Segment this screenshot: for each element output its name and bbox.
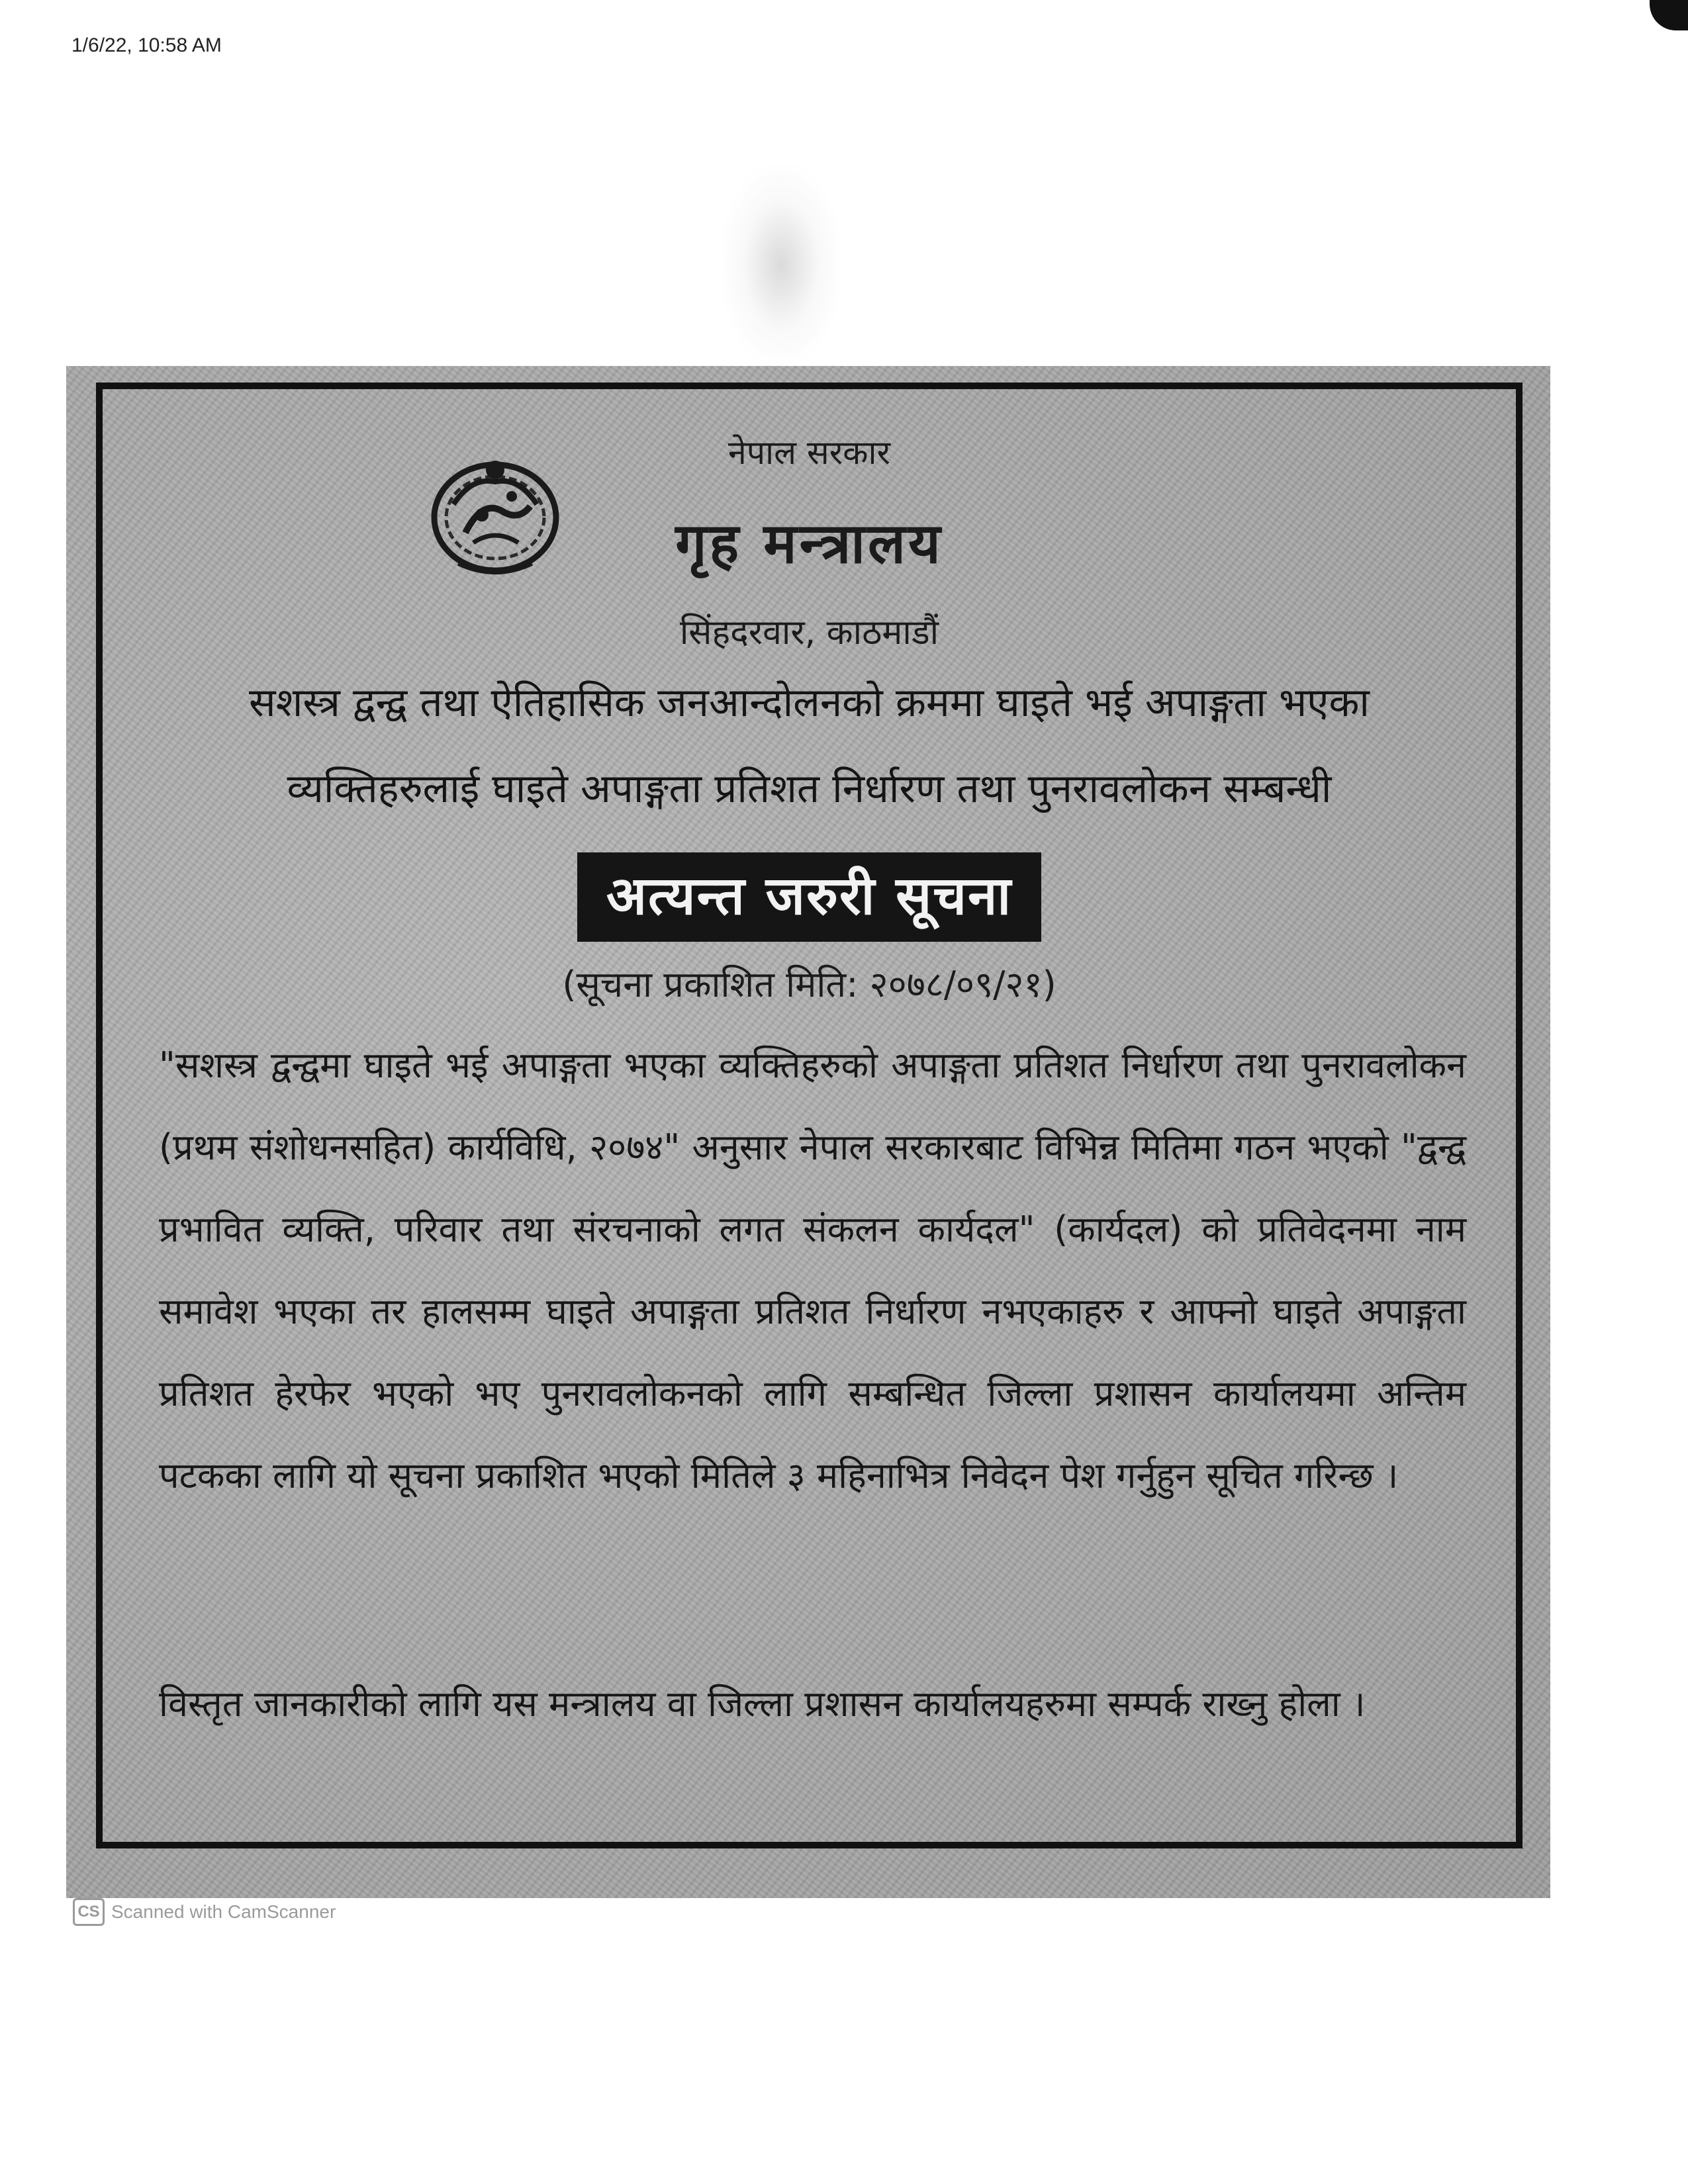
published-date: (सूचना प्रकाशित मिति: २०७८/०९/२१) [562, 964, 1056, 1005]
government-name: नेपाल सरकार [728, 433, 890, 472]
notice-subject-line-1: सशस्त्र द्वन्द्व तथा ऐतिहासिक जनआन्दोलनको क्रममा घाइते भई अपाङ्गता भएका [249, 680, 1370, 726]
scanner-footer [73, 1898, 336, 1926]
camscanner-logo-icon: CS [73, 1898, 105, 1926]
newspaper-clipping [66, 366, 1550, 1898]
ministry-name: गृह मन्त्रालय [675, 511, 943, 576]
notice-paragraph-main: "सशस्त्र द्वन्द्वमा घाइते भई अपाङ्गता भएका व्यक्तिहरुको अपाङ्गता प्रतिशत निर्धारण तथा पुनरावलोकन (प्रथम संशोधनसहित) कार्यविधि, २०७४" अनुसार नेपाल सरकारबाट विभिन्न मितिमा गठन भएको "द्वन्द्व प्रभावित व्यक्ति, परिवार तथा संरचनाको लगत संकलन कार्यदल" (कार्यदल) को प्रतिवेदनमा नाम समावेश भएका तर हालसम्म घाइते अपाङ्गता प्रतिशत निर्धारण नभएकाहरु र आफ्नो घाइते अपाङ्गता प्रतिशत हेरफेर भएको भए पुनरावलोकनको लागि सम्बन्धित जिल्ला प्रशासन कार्यालयमा अन्तिम पटकका लागि यो सूचना प्रकाशित भएको मितिले ३ महिनाभित्र निवेदन पेश गर्नुहुन सूचित गरिन्छ । [159, 1044, 1466, 1496]
notice-paragraph-contact: विस्तृत जानकारीको लागि यस मन्त्रालय वा जिल्ला प्रशासन कार्यालयहरुमा सम्पर्क राख्नु होला । [159, 1683, 1366, 1725]
corner-scan-mark [1650, 0, 1688, 30]
scan-smudge [722, 165, 841, 364]
urgent-title-wrapper [103, 852, 1516, 942]
print-timestamp: 1/6/22, 10:58 AM [71, 34, 222, 56]
scanner-footer-text: Scanned with CamScanner [111, 1901, 336, 1922]
notice-subject-line-2: व्यक्तिहरुलाई घाइते अपाङ्गता प्रतिशत निर्धारण तथा पुनरावलोकन सम्बन्धी [287, 766, 1332, 812]
ministry-address: सिंहदरवार, काठमाडौं [679, 613, 939, 653]
notice-frame [96, 383, 1523, 1848]
urgent-notice-title: अत्यन्त जरुरी सूचना [577, 852, 1041, 942]
